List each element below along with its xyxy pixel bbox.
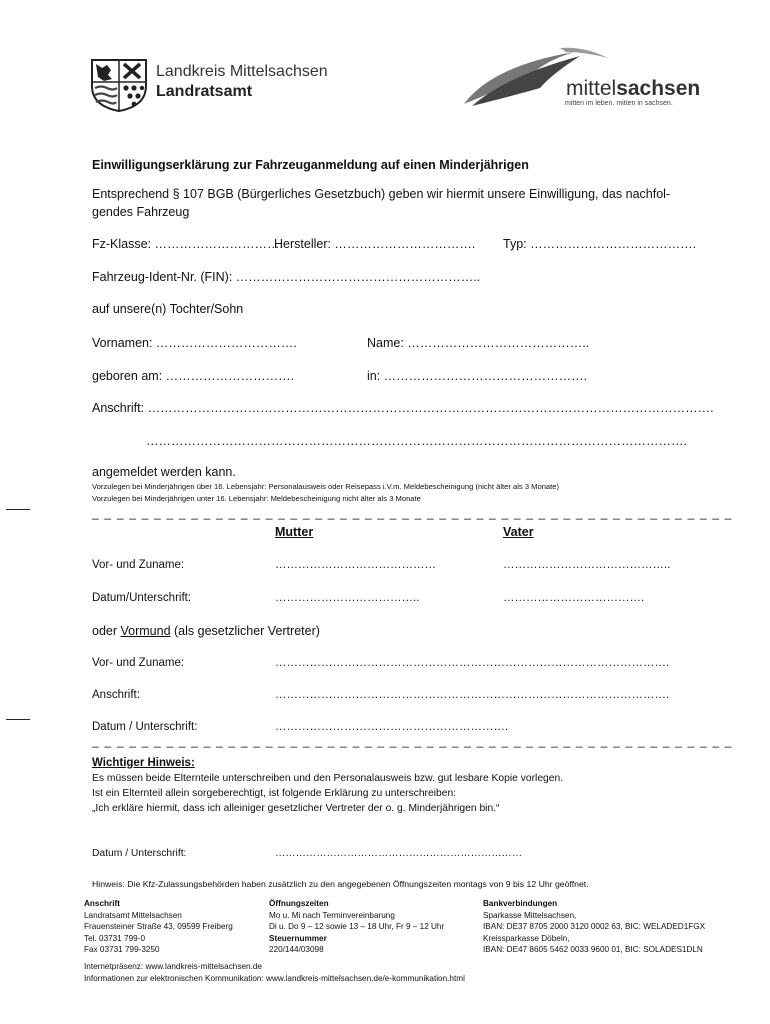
child-name-field[interactable]: Name: …………………………………….. [367, 336, 590, 350]
important-heading: Wichtiger Hinweis: [92, 757, 195, 769]
footer-address-title: Anschrift [84, 899, 120, 908]
important-line-3: „Ich erkläre hiermit, dass ich alleiniger gesetzlicher Vertreter der o. g. Minderjährigen bin.“ [92, 803, 500, 814]
district-name: Landkreis Mittelsachsen [156, 63, 328, 80]
father-name-field[interactable]: …………………………………….. [503, 559, 671, 571]
vehicle-fin-field[interactable]: Fahrzeug-Ident-Nr. (FIN): ………………………………………………….. [92, 270, 481, 284]
guardian-intro [92, 624, 320, 638]
guardian-name-label: Vor- und Zuname: [92, 657, 185, 669]
footer-bank-line: Kreissparkasse Döbeln, [483, 933, 570, 943]
father-heading: Vater [503, 525, 534, 539]
fold-mark-top [6, 509, 30, 510]
child-birthdate-field[interactable]: geboren am: …………………………. [92, 369, 295, 383]
footer-address-line: Frauensteiner Straße 43, 09599 Freiberg [84, 922, 233, 932]
opening-hint: Hinweis: Die Kfz-Zulassungsbehörden haben zusätzlich zu den angegebenen Öffnungszeiten montags von 9 bis 12 Uhr geöffnet. [92, 879, 589, 889]
footer-tax-number: 220/144/03098 [269, 945, 324, 955]
footer-internet-link[interactable]: Internetpräsenz: www.landkreis-mittelsachsen.de [84, 962, 262, 971]
footer-bank-line: Sparkasse Mittelsachsen, [483, 910, 577, 920]
footer-address [84, 898, 233, 956]
intro-line-1: Entsprechend § 107 BGB (Bürgerliches Gesetzbuch) geben wir hiermit unsere Einwilligung, das nachfol- [92, 187, 671, 201]
footer-bank [483, 898, 705, 956]
footer-hours-title: Öffnungszeiten [269, 899, 329, 908]
fold-mark-bottom [6, 719, 30, 720]
mother-sign-field[interactable]: ……………………………….. [275, 592, 420, 604]
child-intro: auf unsere(n) Tochter/Sohn [92, 302, 244, 316]
brand-suffix: sachsen [616, 77, 701, 100]
important-sign-label: Datum / Unterschrift: [92, 848, 187, 859]
note-under-16: Vorzulegen bei Minderjährigen unter 16. Lebensjahr: Meldebescheinigung nicht älter als 3 Monate [92, 494, 421, 503]
footer-hours-line: Mo u. Mi nach Terminvereinbarung [269, 910, 395, 920]
child-address-field[interactable]: Anschrift: ………………………………………………………………………………………………………………………. [92, 401, 714, 415]
guardian-address-field[interactable]: …………………………………………………………………………………………. [275, 689, 670, 701]
vehicle-type-field[interactable]: Typ: …………………………………. [503, 237, 697, 251]
vehicle-manufacturer-field[interactable]: Hersteller: ……………………………. [274, 237, 476, 251]
coat-of-arms-logo [90, 58, 148, 112]
vehicle-class-field[interactable]: Fz-Klasse: …………………………. [92, 237, 283, 251]
brand-tagline: mitten im leben. mitten in sachsen. [565, 100, 673, 107]
guardian-intro-prefix: oder [92, 624, 121, 638]
child-address-line-2[interactable]: …………………………………………………………………………………………………………………. [146, 434, 687, 448]
guardian-sign-field[interactable]: ……………………………………………………. [275, 721, 509, 733]
brand-wordmark [566, 77, 700, 101]
guardian-intro-word: Vormund [120, 624, 171, 638]
footer-address-line: Landratsamt Mittelsachsen [84, 910, 182, 920]
footer-bank-line: IBAN: DE47 8605 5462 0033 9600 01, BIC: SOLADES1DLN [483, 945, 703, 955]
note-over-16: Vorzulegen bei Minderjährigen über 16. Lebensjahr: Personalausweis oder Reisepass i.V.m. Meldebescheinigung (nicht älter als 3 Monate) [92, 482, 560, 491]
guardian-sign-label: Datum / Unterschrift: [92, 721, 198, 733]
footer-address-line: Tel. 03731 799-0 [84, 933, 145, 943]
registered-text: angemeldet werden kann. [92, 465, 236, 479]
parents-sign-label: Datum/Unterschrift: [92, 592, 192, 604]
important-line-1: Es müssen beide Elternteile unterschreiben und den Personalausweis bzw. gut lesbare Kopie vorlegen. [92, 773, 564, 784]
important-line-2: Ist ein Elternteil allein sorgeberechtigt, ist folgende Erklärung zu unterschreiben: [92, 788, 457, 799]
footer-bank-title: Bankverbindungen [483, 899, 558, 908]
father-sign-field[interactable]: ………………………………. [503, 592, 645, 604]
footer-tax-title: Steuernummer [269, 933, 327, 943]
guardian-name-field[interactable]: …………………………………………………………………………………………. [275, 657, 670, 669]
parents-name-label: Vor- und Zuname: [92, 559, 185, 571]
footer-bank-line: IBAN: DE37 8705 2000 3120 0002 63, BIC: WELADED1FGX [483, 922, 706, 932]
guardian-address-label: Anschrift: [92, 689, 140, 701]
footer-address-line: Fax 03731 799-3250 [84, 945, 160, 955]
footer-ecomm-link[interactable]: Informationen zur elektronischen Kommunikation: www.landkreis-mittelsachsen.de/e-kommunikation.html [84, 974, 465, 983]
child-firstname-field[interactable]: Vornamen: ……………………………. [92, 336, 297, 350]
footer-hours [269, 898, 444, 956]
separator-bottom: _ _ _ _ _ _ _ _ _ _ _ _ _ _ _ _ _ _ _ _ _ _ _ _ _ _ _ _ _ _ _ _ _ _ _ _ _ _ _ _ _ _ _ _ _ _ _ _ _ _ _ _ [92, 734, 733, 748]
child-birthplace-field[interactable]: in: …………………………………………. [367, 369, 588, 383]
mother-heading: Mutter [275, 525, 314, 539]
intro-line-2: gendes Fahrzeug [92, 205, 190, 219]
guardian-intro-suffix: (als gesetzlicher Vertreter) [170, 624, 320, 638]
footer-hours-line: Di u. Do 9 – 12 sowie 13 – 18 Uhr, Fr 9 – 12 Uhr [269, 922, 445, 932]
brand-prefix: mittel [566, 77, 617, 100]
office-name: Landratsamt [156, 83, 253, 100]
important-sign-field[interactable]: ……………………………………………………………… [275, 848, 523, 859]
mother-name-field[interactable]: …………………………………… [275, 559, 436, 571]
separator-top: _ _ _ _ _ _ _ _ _ _ _ _ _ _ _ _ _ _ _ _ _ _ _ _ _ _ _ _ _ _ _ _ _ _ _ _ _ _ _ _ _ _ _ _ _ _ _ _ _ _ _ _ [92, 506, 733, 520]
form-title: Einwilligungserklärung zur Fahrzeuganmeldung auf einen Minderjährigen [92, 158, 529, 172]
